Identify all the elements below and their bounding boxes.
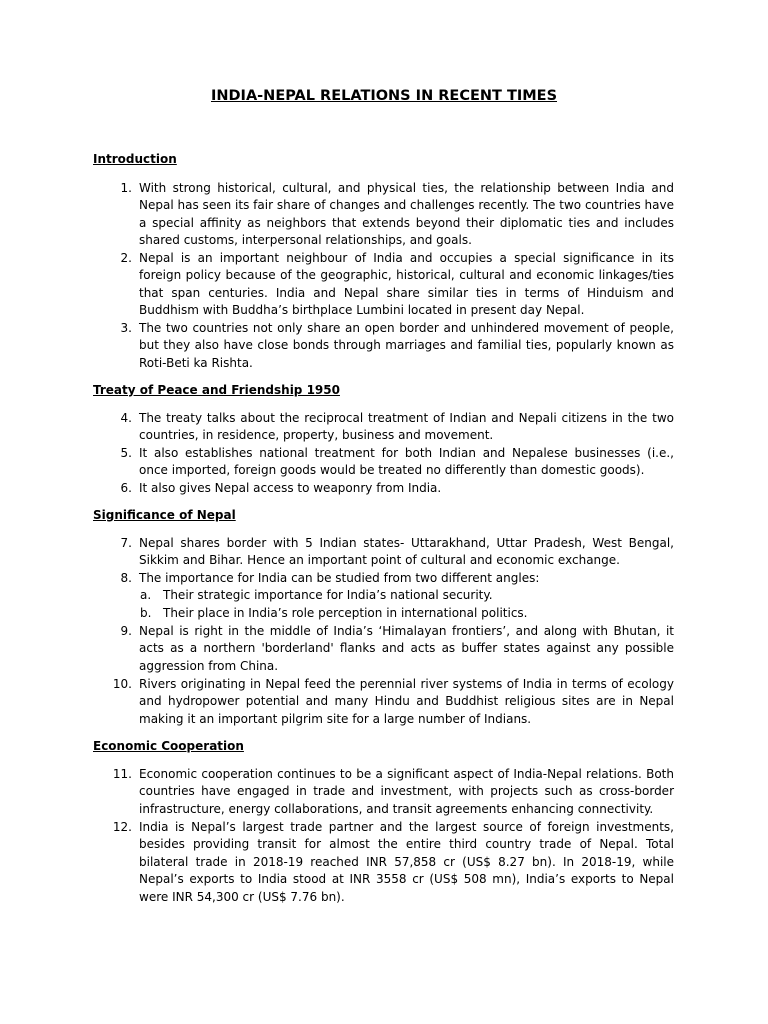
item-text: Economic cooperation continues to be a significant aspect of India-Nepal relations. Both countries have engaged in trade and investment, with projects such as cross-border infrastructure, energy collaborations, and transit agreements enhancing connectivity. bbox=[139, 767, 674, 816]
item-number: 2. bbox=[120, 251, 132, 265]
item-number: 8. bbox=[120, 571, 132, 585]
item-text: Rivers originating in Nepal feed the perennial river systems of India in terms of ecology and hydropower potential and many Hindu and Buddhist religious sites are in Nepal making it an important pilgrim site for a large number of Indians. bbox=[139, 677, 674, 726]
item-number: 7. bbox=[120, 536, 132, 550]
item-text: It also establishes national treatment for both Indian and Nepalese businesses (i.e., once imported, foreign goods would be treated no differently than domestic goods). bbox=[139, 446, 674, 478]
item-number: 4. bbox=[120, 411, 132, 425]
item-text: It also gives Nepal access to weaponry from India. bbox=[139, 481, 442, 495]
section-heading-treaty: Treaty of Peace and Friendship 1950 bbox=[93, 383, 340, 397]
item-number: 1. bbox=[120, 181, 132, 195]
section-heading-economic: Economic Cooperation bbox=[93, 739, 244, 753]
item-text: With strong historical, cultural, and physical ties, the relationship between India and Nepal has seen its fair share of changes and challenges recently. The two countries have a special affinity as neighbors that extends beyond their diplomatic ties and includes shared customs, interpersonal relationships, and goals. bbox=[139, 181, 674, 248]
item-text: Their place in India’s role perception in international politics. bbox=[163, 606, 528, 620]
item-text: Their strategic importance for India’s national security. bbox=[163, 588, 493, 602]
item-text: Nepal is right in the middle of India’s ‘Himalayan frontiers’, and along with Bhutan, it acts as a northern 'borderland' flanks and acts as buffer states against any possible aggression from China. bbox=[139, 624, 674, 673]
section-heading-significance: Significance of Nepal bbox=[93, 508, 236, 522]
item-number: 11. bbox=[112, 767, 132, 781]
item-text: The two countries not only share an open border and unhindered movement of people, but they also have close bonds through marriages and familial ties, popularly known as Roti-Beti ka Rishta. bbox=[139, 321, 674, 370]
item-text: The importance for India can be studied from two different angles: bbox=[139, 571, 540, 585]
item-letter: b. bbox=[140, 606, 152, 620]
item-number: 12. bbox=[112, 820, 132, 834]
document-title: INDIA-NEPAL RELATIONS IN RECENT TIMES bbox=[210, 88, 558, 104]
item-number: 3. bbox=[120, 321, 132, 335]
item-number: 10. bbox=[112, 677, 132, 691]
item-number: 5. bbox=[120, 446, 132, 460]
item-text: Nepal is an important neighbour of India and occupies a special significance in its foreign policy because of the geographic, historical, cultural and economic linkages/ties that span centuries. India and Nepal share similar ties in terms of Hinduism and Buddhism with Buddha’s birthplace Lumbini located in present day Nepal. bbox=[139, 251, 674, 318]
item-text: India is Nepal’s largest trade partner and the largest source of foreign investments, besides providing transit for almost the entire third country trade of Nepal. Total bilateral trade in 2018-19 reached INR 57,858 cr (US$ 8.27 bn). In 2018-19, while Nepal’s exports to India stood at INR 3558 cr (US$ 508 mn), India’s exports to Nepal were INR 54,300 cr (US$ 7.76 bn). bbox=[139, 820, 674, 904]
item-text: The treaty talks about the reciprocal treatment of Indian and Nepali citizens in the two countries, in residence, property, business and movement. bbox=[139, 411, 674, 443]
item-text: Nepal shares border with 5 Indian states- Uttarakhand, Uttar Pradesh, West Bengal, Sikkim and Bihar. Hence an important point of cultural and economic exchange. bbox=[139, 536, 674, 568]
item-letter: a. bbox=[140, 588, 152, 602]
section-heading-introduction: Introduction bbox=[93, 152, 177, 166]
item-number: 6. bbox=[120, 481, 132, 495]
item-number: 9. bbox=[120, 624, 132, 638]
